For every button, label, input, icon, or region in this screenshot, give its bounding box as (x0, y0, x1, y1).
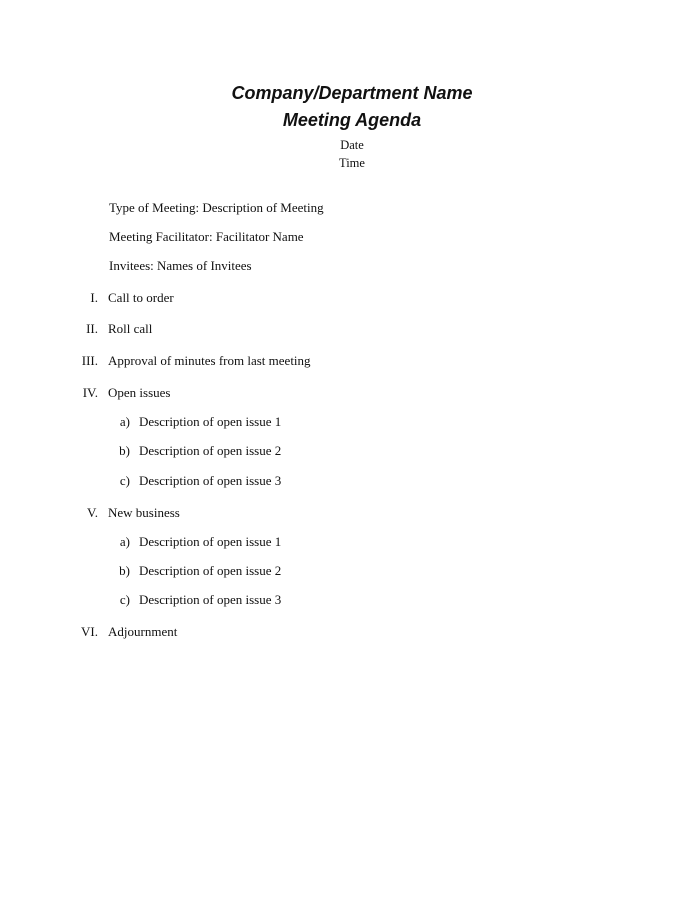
agenda-item-numeral: I. (90, 290, 98, 305)
agenda-item-numeral: III. (81, 353, 98, 368)
agenda-item-label: Call to order (108, 290, 174, 305)
subitem-letter: c) (119, 473, 130, 488)
agenda-item-label: Open issues (108, 385, 171, 400)
meeting-invitees: Invitees: Names of Invitees (109, 258, 252, 273)
subitem-letter: b) (119, 563, 130, 578)
subitem-label: Description of open issue 1 (139, 414, 282, 429)
company-name: Company/Department Name (231, 83, 473, 103)
agenda-item-label: New business (108, 505, 180, 520)
agenda-item-label: Approval of minutes from last meeting (108, 353, 311, 368)
meeting-facilitator: Meeting Facilitator: Facilitator Name (109, 229, 304, 244)
agenda-item-label: Roll call (108, 321, 153, 336)
agenda-item-numeral: II. (86, 321, 98, 336)
subitem-label: Description of open issue 2 (139, 563, 282, 578)
agenda-item-numeral: IV. (82, 385, 98, 400)
subitem-letter: a) (119, 414, 130, 429)
meeting-date: Date (340, 138, 364, 152)
subitem-letter: b) (119, 443, 130, 458)
subitem-label: Description of open issue 3 (139, 592, 282, 607)
meeting-time: Time (339, 156, 365, 170)
agenda-item-numeral: V. (87, 505, 98, 520)
agenda-item-label: Adjournment (108, 624, 178, 639)
subitem-letter: a) (119, 534, 130, 549)
agenda-item-numeral: VI. (81, 624, 98, 639)
subitem-label: Description of open issue 2 (139, 443, 282, 458)
meeting-type: Type of Meeting: Description of Meeting (109, 200, 324, 215)
document-title: Meeting Agenda (282, 110, 422, 130)
subitem-letter: c) (119, 592, 130, 607)
subitem-label: Description of open issue 3 (139, 473, 282, 488)
subitem-label: Description of open issue 1 (139, 534, 282, 549)
